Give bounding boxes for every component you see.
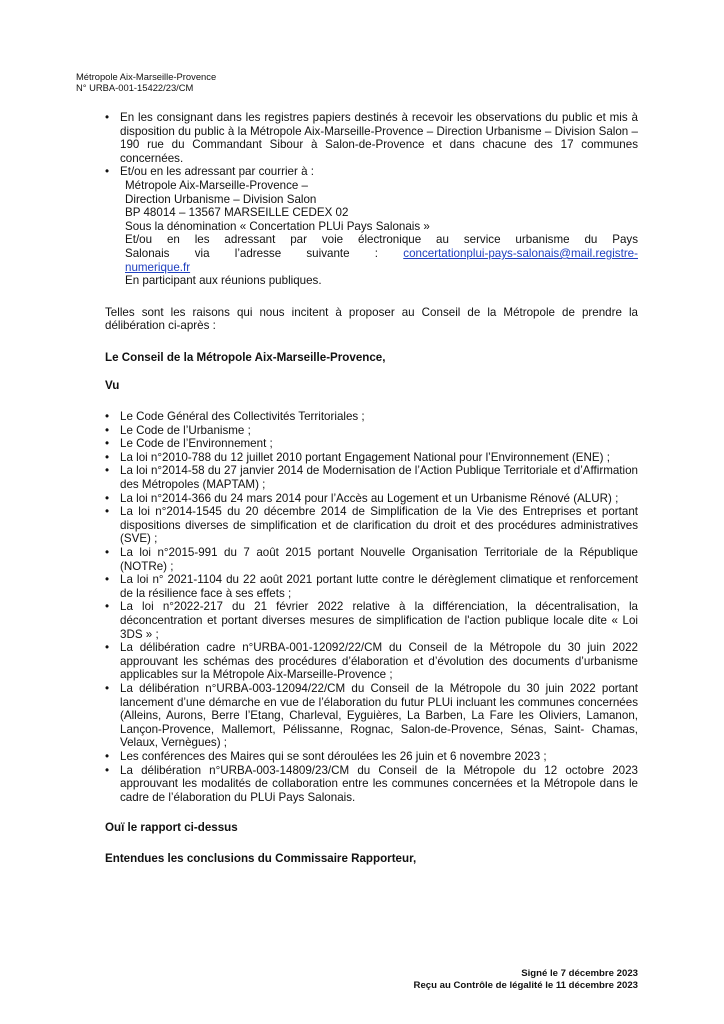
list-item: • La loi n°2022-217 du 21 février 2022 relative à la différenciation, la décentralisation, la déconcentration et portant diverses mesures de simplification de l'action publique locale dite « Loi 3DS » ; <box>105 600 638 641</box>
list-item: • La délibération n°URBA-003-14809/23/CM du Conseil de la Métropole du 12 octobre 2023 approuvant les modalités de collaboration entre les communes concernées et la Métropole dans le cadre de l’élaboration du PLUi Pays Salonais. <box>105 764 638 805</box>
oui-rapport: Ouï le rapport ci-dessus <box>105 821 238 835</box>
list-item: • La loi n°2014-58 du 27 janvier 2014 de Modernisation de l’Action Publique Territoriale et d’Affirmation des Métropoles (MAPTAM) ; <box>105 464 638 491</box>
list-item: • La délibération cadre n°URBA-001-12092/22/CM du Conseil de la Métropole du 30 juin 2022 approuvant les schémas des procédures d’élaboration et d’évolution des documents d’urbanisme applicables sur la Métropole Aix-Marseille-Provence ; <box>105 641 638 682</box>
email-line-cont <box>125 261 638 275</box>
header-org: Métropole Aix-Marseille-Provence <box>76 71 217 82</box>
list-item: • La loi n°2014-1545 du 20 décembre 2014 de Simplification de la Vie des Entreprises et portant dispositions diverses de simplification et de clarification du droit et des procédures administratives (SVE) ; <box>105 505 638 546</box>
signed-date: Signé le 7 décembre 2023 <box>521 968 638 979</box>
email-prefix: Salonais via l’adresse suivante : <box>125 246 379 260</box>
received-date: Reçu au Contrôle de légalité le 11 décembre 2023 <box>413 980 638 991</box>
list-item: • La loi n° 2021-1104 du 22 août 2021 portant lutte contre le dérèglement climatique et renforcement de la résilience face à ses effets ; <box>105 573 638 600</box>
list-item: • La délibération n°URBA-003-12094/22/CM du Conseil de la Métropole du 30 juin 2022 portant lancement d’une démarche en vue de l’élaboration du futur PLUi incluant les communes concernées (Alleins, Aurons, Berre l’Etang, Charleval, Eyguières, La Barben, La Fare les Oliviers, Lamanon, Lançon-Provence, Mallemort, Pélissanne, Rognac, Salon-de-Provence, Sénas, Saint- Chamas, Velaux, Vernègues) ; <box>105 682 638 750</box>
mail-line: Direction Urbanisme – Division Salon <box>125 192 317 206</box>
vu-heading: Vu <box>105 378 120 392</box>
list-item: • Le Code de l’Environnement ; <box>105 437 638 451</box>
list-item: • Les conférences des Maires qui se sont déroulées les 26 juin et 6 novembre 2023 ; <box>105 750 638 764</box>
list-item: • La loi n°2014-366 du 24 mars 2014 pour l’Accès au Logement et un Urbanisme Rénové (ALUR) ; <box>105 492 638 506</box>
mail-line: Et/ou en les adressant par voie électronique au service urbanisme du Pays <box>125 233 638 247</box>
signature-footer <box>414 968 638 992</box>
header-ref: N° URBA-001-15422/23/CM <box>76 82 194 93</box>
conseil-title: Le Conseil de la Métropole Aix-Marseille-Provence, <box>105 350 386 364</box>
document-body <box>105 111 638 866</box>
list-item: • En les consignant dans les registres papiers destinés à recevoir les observations du public et mis à disposition du public à la Métropole Aix-Marseille-Provence – Direction Urbanisme – Division Salon – 190 rue du Commandant Sibour à Salon-de-Provence et dans chacune des 17 communes concernées. <box>105 111 638 165</box>
mail-address-block <box>105 179 638 288</box>
email-line <box>125 247 638 261</box>
mail-line: BP 48014 – 13567 MARSEILLE CEDEX 02 <box>125 206 349 220</box>
list-item: • Le Code Général des Collectivités Territoriales ; <box>105 410 638 424</box>
vu-list <box>105 410 638 804</box>
mail-line: Métropole Aix-Marseille-Provence – <box>125 178 308 192</box>
list-item: • La loi n°2010-788 du 12 juillet 2010 portant Engagement National pour l’Environnement (ENE) ; <box>105 451 638 465</box>
reasons-paragraph: Telles sont les raisons qui nous incitent à proposer au Conseil de la Métropole de prendre la délibération ci-après : <box>105 305 638 333</box>
entendues-conclusions: Entendues les conclusions du Commissaire Rapporteur, <box>105 851 417 865</box>
list-item: • Le Code de l’Urbanisme ; <box>105 424 638 438</box>
mail-line: Sous la dénomination « Concertation PLUi Pays Salonais » <box>125 219 430 233</box>
list-item: • Et/ou en les adressant par courrier à : <box>105 165 638 179</box>
email-link[interactable]: concertationplui-pays-salonais@mail.registre- <box>403 246 638 260</box>
document-header <box>76 71 216 93</box>
list-item: • La loi n°2015-991 du 7 août 2015 portant Nouvelle Organisation Territoriale de la République (NOTRe) ; <box>105 546 638 573</box>
intro-bullet-list <box>105 111 638 179</box>
mail-line: En participant aux réunions publiques. <box>125 274 322 288</box>
email-link-cont[interactable]: numerique.fr <box>125 260 191 274</box>
